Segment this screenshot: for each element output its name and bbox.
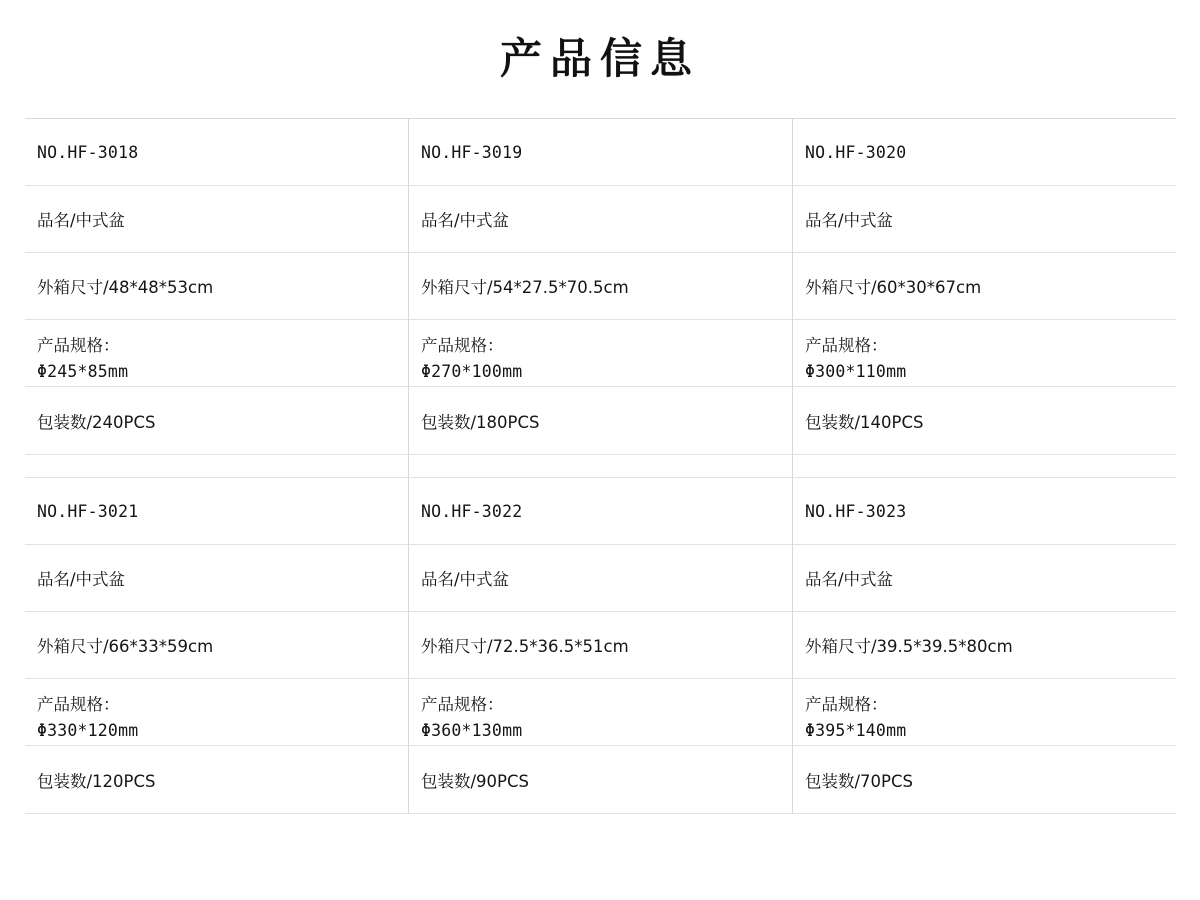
product-packing-qty: 包装数/240PCS bbox=[37, 412, 156, 432]
table-spacer-row bbox=[25, 455, 1176, 478]
product-spec-label: 产品规格： bbox=[805, 336, 888, 355]
product-carton-size: 外箱尺寸/66*33*59cm bbox=[37, 637, 214, 656]
product-spec-row bbox=[793, 679, 1176, 746]
product-code: NO.HF-3022 bbox=[421, 501, 523, 521]
product-spec-row bbox=[409, 679, 792, 746]
product-carton-row bbox=[793, 253, 1176, 320]
product-carton-size: 外箱尺寸/72.5*36.5*51cm bbox=[421, 637, 629, 656]
product-code: NO.HF-3021 bbox=[37, 501, 139, 521]
product-packing-row bbox=[409, 387, 792, 454]
product-spec-label: 产品规格： bbox=[37, 336, 120, 355]
product-cell-3 bbox=[25, 478, 409, 814]
product-spec-table bbox=[25, 118, 1176, 814]
product-spec-row bbox=[793, 320, 1176, 387]
product-code: NO.HF-3019 bbox=[421, 142, 523, 162]
product-carton-size: 外箱尺寸/39.5*39.5*80cm bbox=[805, 637, 1013, 656]
product-name: 品名/中式盆 bbox=[37, 570, 126, 589]
product-cell-1 bbox=[409, 119, 793, 455]
product-code: NO.HF-3023 bbox=[805, 501, 907, 521]
product-carton-size: 外箱尺寸/48*48*53cm bbox=[37, 278, 214, 297]
spacer-cell bbox=[793, 455, 1177, 478]
product-code-row bbox=[409, 119, 792, 186]
product-code: NO.HF-3020 bbox=[805, 142, 907, 162]
product-name: 品名/中式盆 bbox=[37, 211, 126, 230]
product-name-row bbox=[25, 545, 408, 612]
product-packing-row bbox=[409, 746, 792, 813]
product-spec-label: 产品规格： bbox=[37, 695, 120, 714]
product-packing-qty: 包装数/120PCS bbox=[37, 771, 156, 791]
product-carton-size: 外箱尺寸/60*30*67cm bbox=[805, 278, 982, 297]
product-packing-row bbox=[25, 746, 408, 813]
product-name: 品名/中式盆 bbox=[421, 211, 510, 230]
product-name: 品名/中式盆 bbox=[421, 570, 510, 589]
table-row bbox=[25, 119, 1176, 455]
product-spec-row bbox=[25, 320, 408, 387]
product-spec-value: Φ395*140mm bbox=[805, 720, 907, 740]
table-row bbox=[25, 478, 1176, 814]
product-code-row bbox=[25, 119, 408, 186]
product-spec-value: Φ270*100mm bbox=[421, 361, 523, 381]
product-spec-row bbox=[25, 679, 408, 746]
product-spec-label: 产品规格： bbox=[421, 695, 504, 714]
product-packing-row bbox=[793, 746, 1176, 813]
product-cell-5 bbox=[793, 478, 1177, 814]
product-spec-value: Φ360*130mm bbox=[421, 720, 523, 740]
product-name-row bbox=[25, 186, 408, 253]
product-carton-row bbox=[409, 612, 792, 679]
product-spec-value: Φ245*85mm bbox=[37, 361, 129, 381]
spacer-cell bbox=[409, 455, 793, 478]
product-carton-size: 外箱尺寸/54*27.5*70.5cm bbox=[421, 278, 629, 297]
product-code-row bbox=[793, 478, 1176, 545]
product-carton-row bbox=[409, 253, 792, 320]
product-name-row bbox=[409, 186, 792, 253]
product-packing-row bbox=[25, 387, 408, 454]
product-code-row bbox=[793, 119, 1176, 186]
product-code-row bbox=[409, 478, 792, 545]
product-name: 品名/中式盆 bbox=[805, 211, 894, 230]
product-name-row bbox=[793, 545, 1176, 612]
product-packing-qty: 包装数/90PCS bbox=[421, 771, 529, 791]
product-code: NO.HF-3018 bbox=[37, 142, 139, 162]
product-packing-qty: 包装数/180PCS bbox=[421, 412, 540, 432]
product-packing-qty: 包装数/140PCS bbox=[805, 412, 924, 432]
product-spec-row bbox=[409, 320, 792, 387]
product-cell-2 bbox=[793, 119, 1177, 455]
product-carton-row bbox=[793, 612, 1176, 679]
product-cell-0 bbox=[25, 119, 409, 455]
product-cell-4 bbox=[409, 478, 793, 814]
product-carton-row bbox=[25, 612, 408, 679]
product-packing-row bbox=[793, 387, 1176, 454]
product-spec-value: Φ330*120mm bbox=[37, 720, 139, 740]
product-name-row bbox=[409, 545, 792, 612]
product-code-row bbox=[25, 478, 408, 545]
product-packing-qty: 包装数/70PCS bbox=[805, 771, 913, 791]
product-carton-row bbox=[25, 253, 408, 320]
product-spec-value: Φ300*110mm bbox=[805, 361, 907, 381]
page-title: 产品信息 bbox=[499, 34, 700, 83]
product-name-row bbox=[793, 186, 1176, 253]
spacer-cell bbox=[25, 455, 409, 478]
product-name: 品名/中式盆 bbox=[805, 570, 894, 589]
product-spec-label: 产品规格： bbox=[805, 695, 888, 714]
product-spec-label: 产品规格： bbox=[421, 336, 504, 355]
